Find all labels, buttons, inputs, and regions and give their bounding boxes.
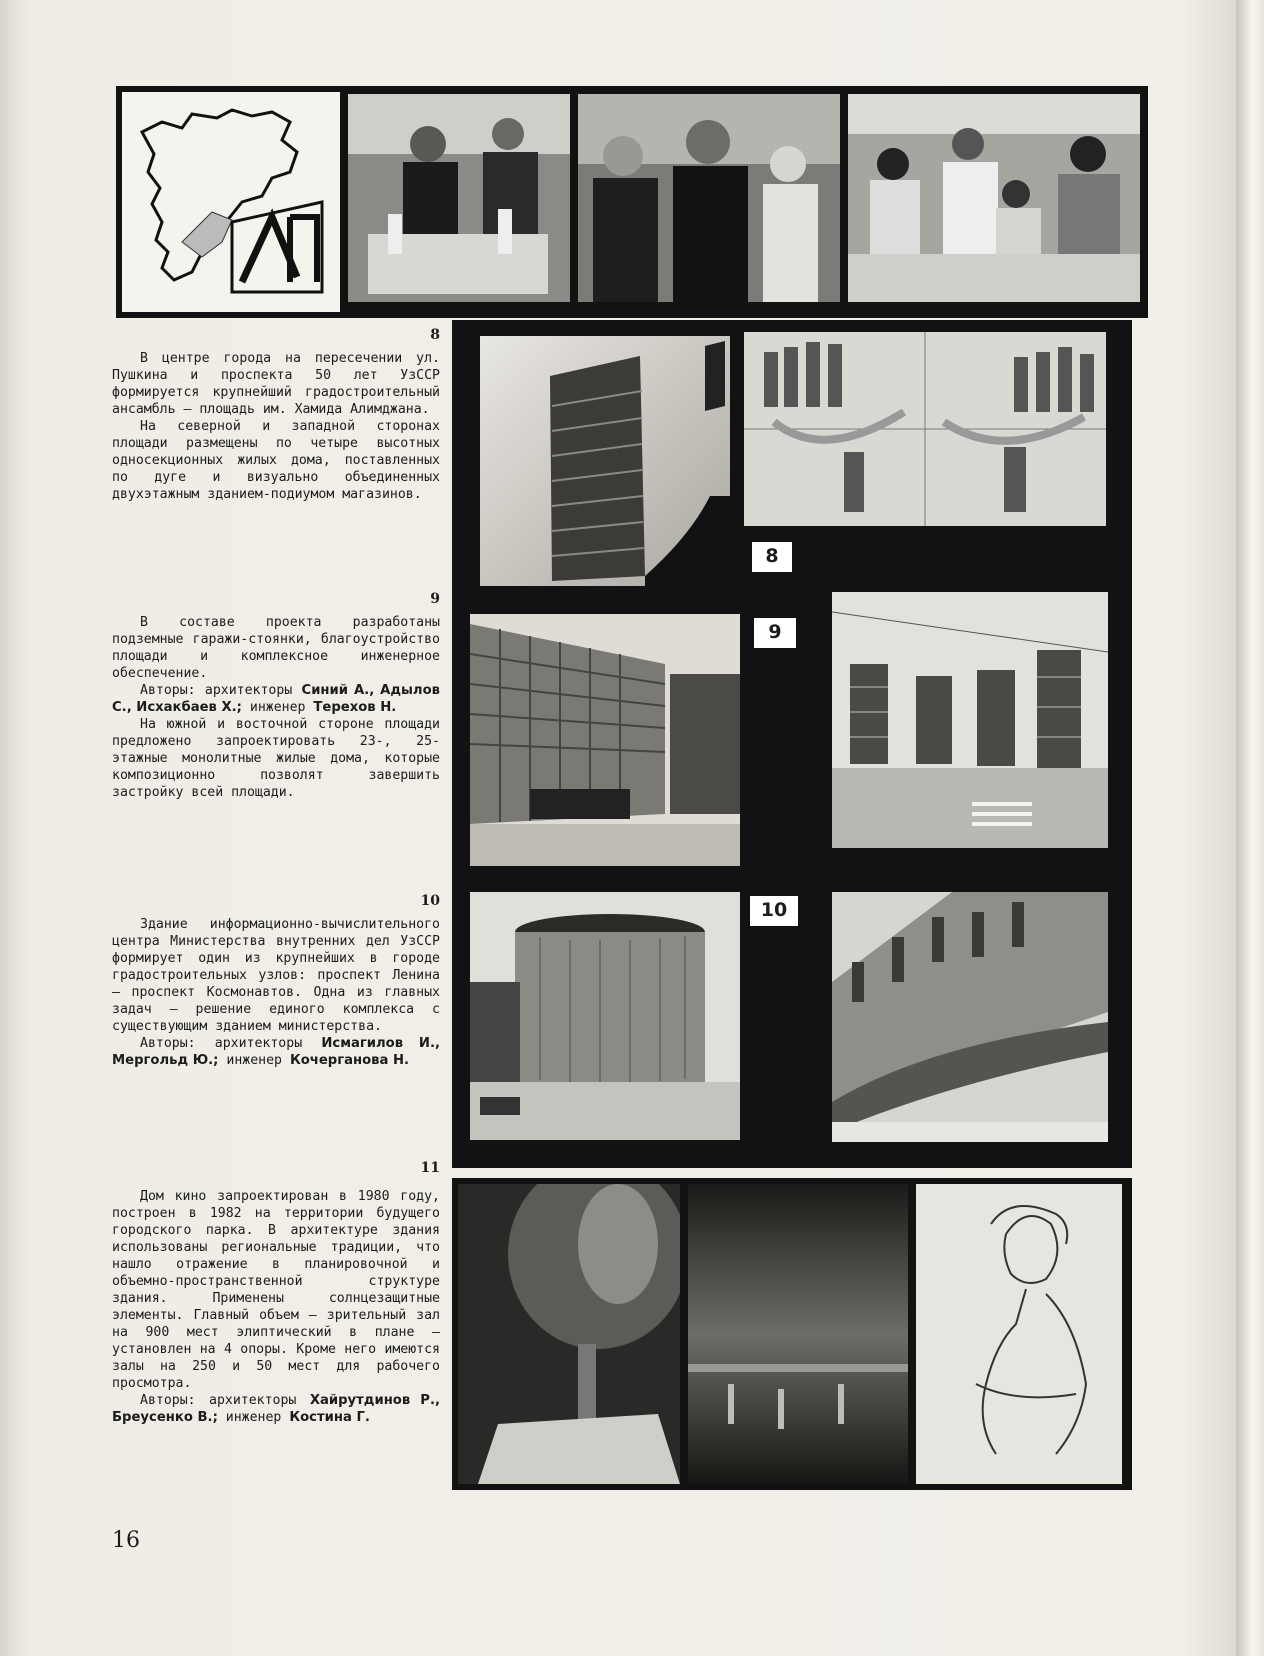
authors-engineer-label: инженер: [218, 1053, 290, 1068]
section-10-paragraph-1: Здание информационно-вычислительного центра Министерства внутренних дел УзССР формирует один из крупнейших в городе градостроительных узлов: проспект Ленина — проспект Космонавтов. Одна из главных задач — решение единого комплекса с существующим зданием министерства.: [112, 917, 440, 1034]
photo-tag-9: 9: [752, 616, 798, 650]
authors-label: Авторы: архитекторы: [140, 1036, 322, 1051]
page-number: 16: [112, 1528, 140, 1553]
photo-computing-center-rotunda: [470, 892, 740, 1140]
authors-engineer: Костина Г.: [289, 1410, 370, 1425]
figure-number-11: 11: [420, 1160, 440, 1176]
authors-label: Авторы: архитекторы: [140, 683, 302, 698]
section-9-authors: [112, 682, 440, 716]
section-10-authors: [112, 1035, 440, 1069]
section-9-paragraph-1: В составе проекта разработаны подземные гаражи-стоянки, благоустройство площади и комплексное инженерное обеспечение.: [112, 615, 440, 681]
photo-architects-at-model: [348, 94, 570, 302]
photo-facade-detail: [832, 892, 1108, 1142]
authors-architects: Хайрутдинов Р., Бреусенко В.;: [112, 1393, 440, 1425]
photo-tag-8: 8: [750, 540, 794, 574]
authors-engineer-label: инженер: [217, 1410, 290, 1425]
photo-residential-towers: [832, 592, 1108, 848]
figure-number-9: 9: [430, 591, 440, 607]
figure-number-10: 10: [420, 893, 440, 909]
section-11-authors: [112, 1392, 440, 1426]
photo-cinema-interior: [688, 1184, 908, 1484]
photo-highrise-tower: [480, 336, 730, 586]
uzbekistan-map-logo: [122, 92, 340, 312]
photo-design-group: [848, 94, 1140, 302]
photo-ministry-building: [470, 614, 740, 866]
authors-architects: Синий А., Адылов С., Исхакбаев Х.;: [112, 683, 440, 715]
section-8-paragraph-1: В центре города на пересечении ул. Пушкина и проспекта 50 лет УзССР формируется крупнейший градостроительный ансамбль — площадь им. Хамида Алимджана.: [112, 351, 440, 417]
authors-engineer: Кочерганова Н.: [289, 1053, 410, 1068]
section-8-text: [112, 350, 440, 503]
section-11-text: [112, 1188, 440, 1426]
authors-architects: Исмагилов И., Мергольд Ю.;: [112, 1036, 440, 1068]
authors-engineer: Терехов Н.: [313, 700, 397, 715]
section-9-paragraph-2: На южной и восточной стороне площади предложено запроектировать 23-, 25-этажные монолитные жилые дома, которые композиционно позволят завершить застройку всей площади.: [112, 717, 440, 800]
photo-team-group: [578, 94, 840, 302]
section-8-paragraph-2: На северной и западной сторонах площади размещены по четыре высотных односекционных жилых дома, поставленных по дуге и визуально объединенных двухэтажным зданием-подиумом магазинов.: [112, 419, 440, 502]
section-11-paragraph-1: Дом кино запроектирован в 1980 году, построен в 1982 на территории будущего городского парка. В архитектуре здания использованы региональные традиции, что нашло отражение в планировочной и объемно-пространственной структуре здания. Применены солнцезащитные элементы. Главный объем — зрительный зал на 900 мест элиптический в плане — установлен на 4 опоры. Кроме него имеются залы на 250 и 50 мест для рабочего просмотра.: [112, 1189, 440, 1391]
section-10-text: [112, 916, 440, 1069]
photo-cinema-lamp: [458, 1184, 680, 1484]
page-edge: [1236, 0, 1264, 1656]
photo-tag-10: 10: [748, 894, 800, 928]
section-9-text: [112, 614, 440, 801]
photo-square-model: [744, 332, 1106, 526]
photo-sketch-portrait: [916, 1184, 1122, 1484]
authors-label: Авторы: архитекторы: [140, 1393, 310, 1408]
authors-engineer-label: инженер: [241, 700, 314, 715]
figure-number-8: 8: [430, 327, 440, 343]
